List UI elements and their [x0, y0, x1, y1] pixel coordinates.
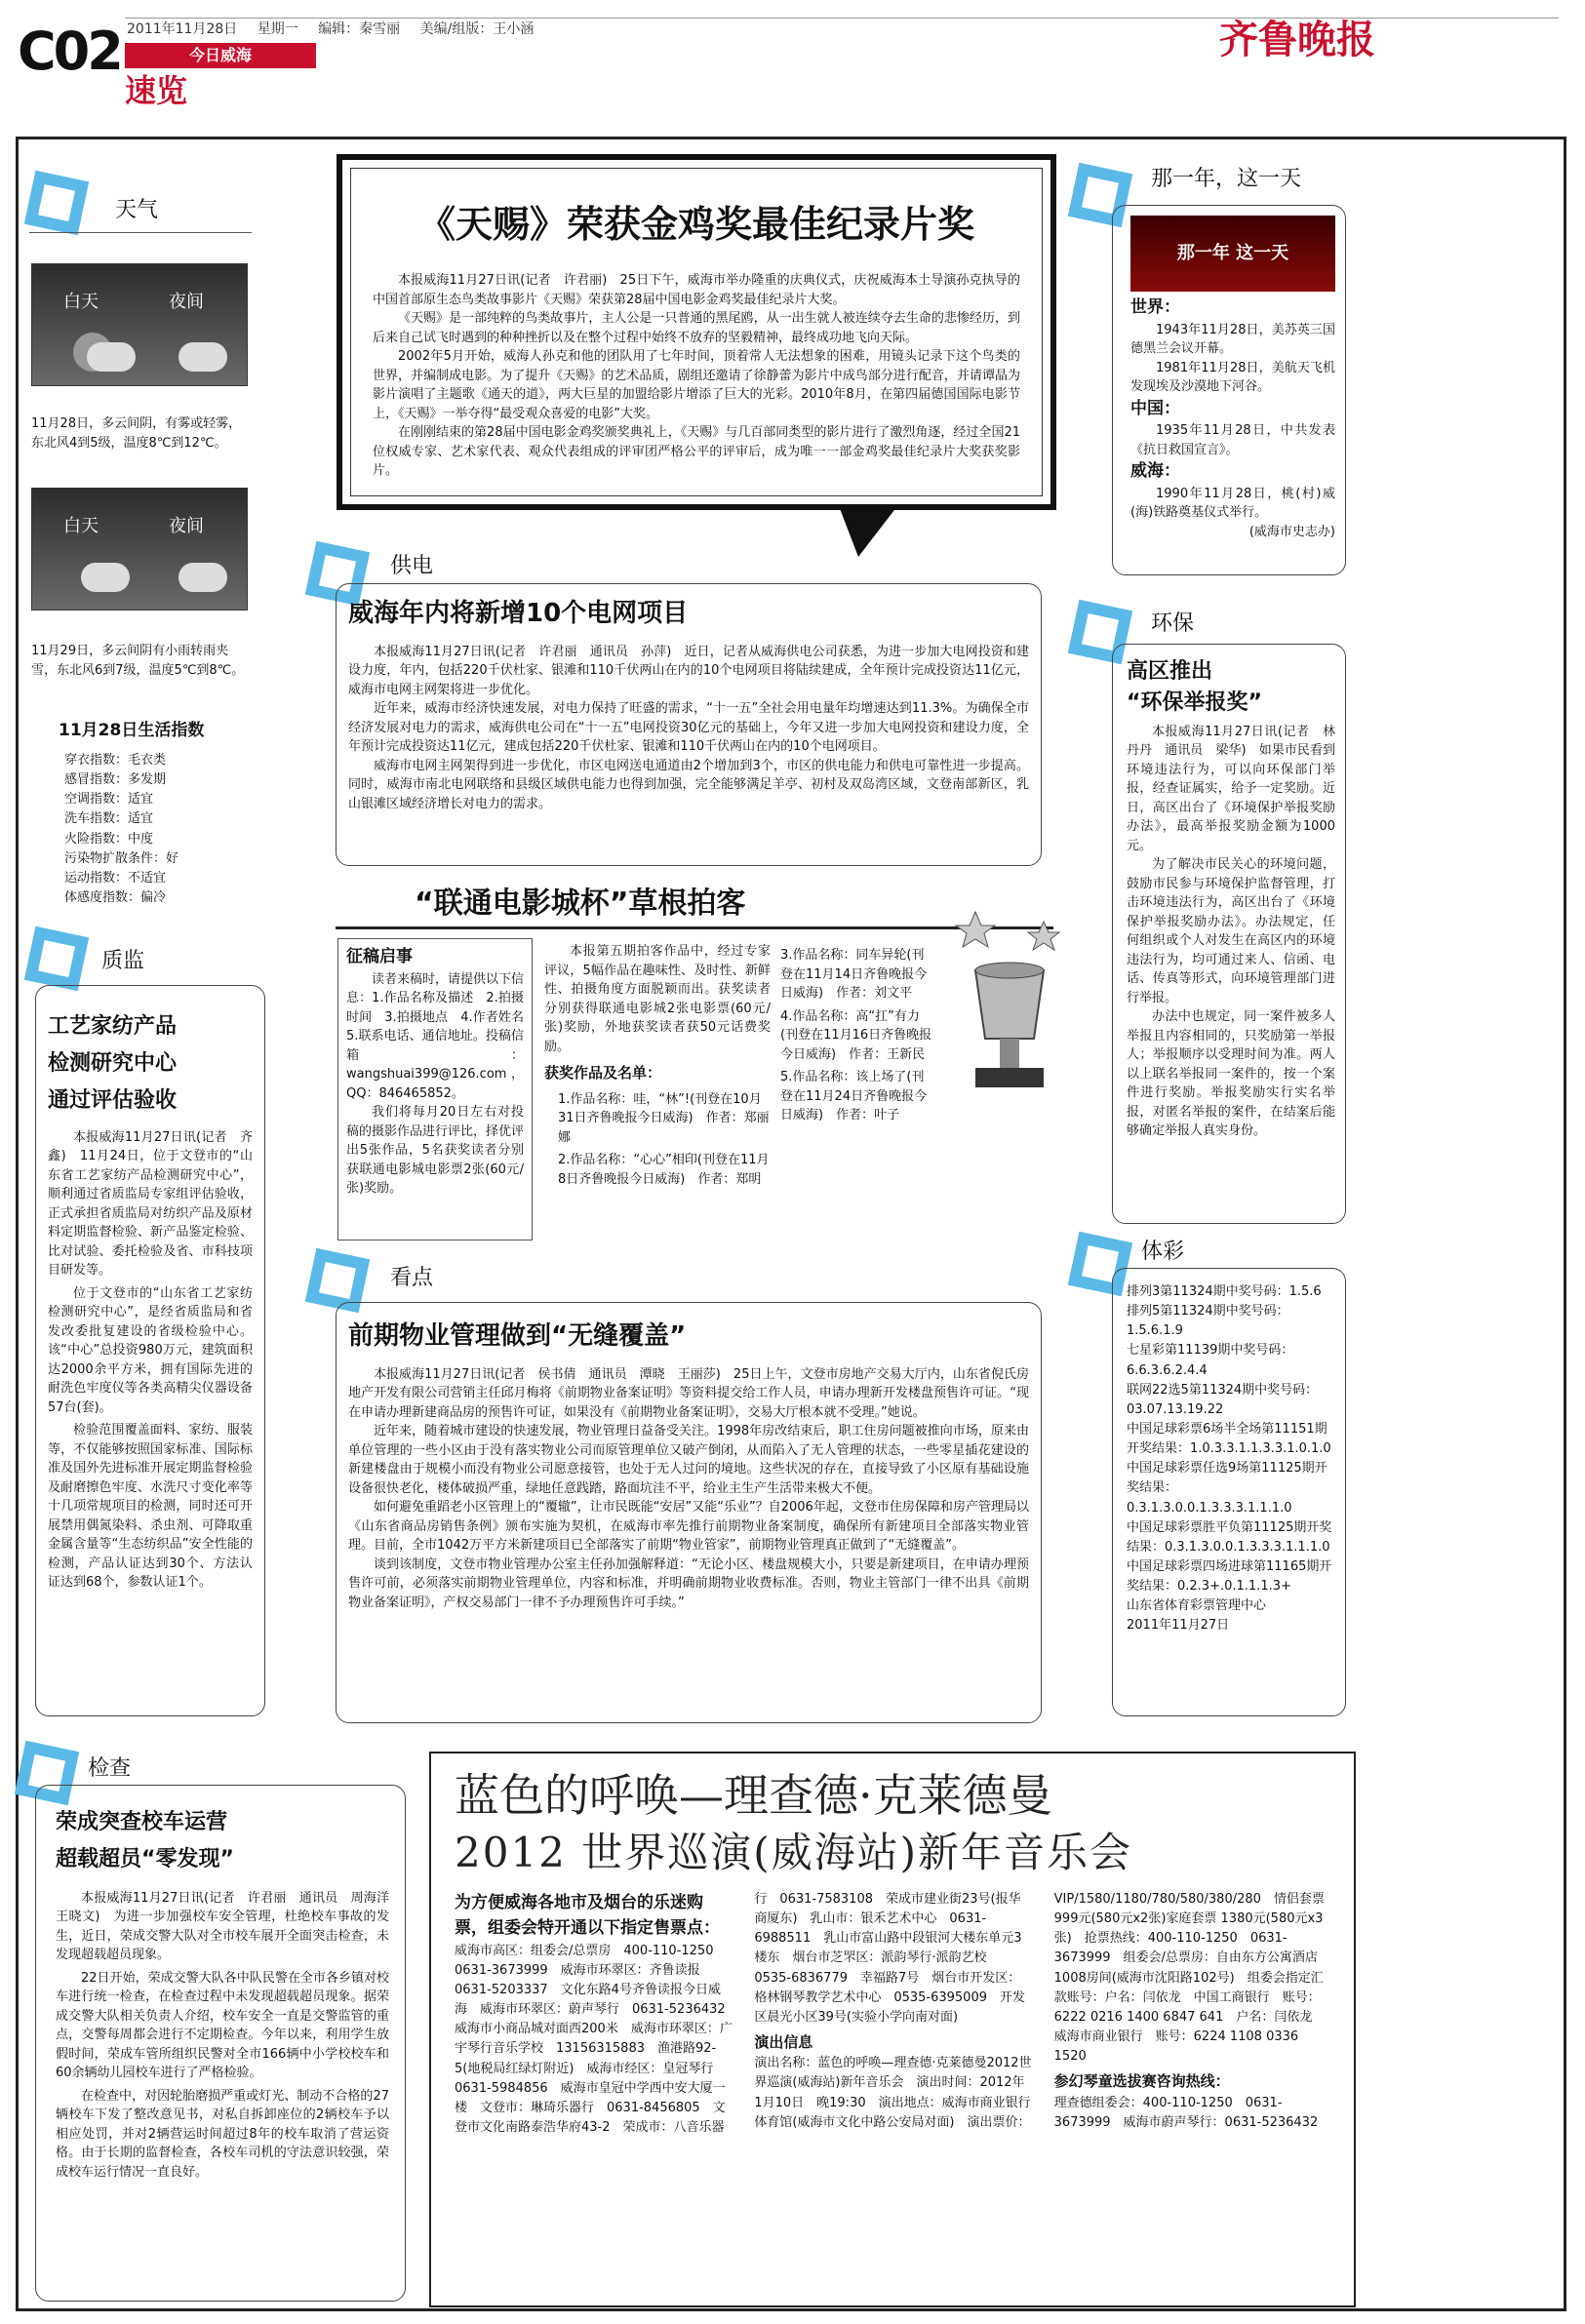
- weihai-label: 威海：: [1130, 461, 1180, 481]
- lottery-section-title: 体彩: [1141, 1240, 1185, 1264]
- feature-paragraph: 本报威海11月27日讯(记者 许君丽) 25日下午，威海市举办隆重的庆典仪式，庆祝威海本土导演孙克执导的中国首部原生态鸟类故事影片《天赐》荣获第28届中国电影金鸡奖最佳纪录片大奖。: [373, 273, 1020, 307]
- winners-title: 获奖作品及名单：: [544, 1064, 662, 1082]
- history-entry: 1990年11月28日，桃(村)威(海)铁路奠基仪式举行。: [1130, 486, 1335, 520]
- section-banner: 今日威海: [125, 43, 316, 68]
- lottery-result: 排列5第11324期中奖号码：1.5.6.1.9: [1127, 1304, 1289, 1339]
- feature-headline: 《天赐》荣获金鸡奖最佳纪录片奖: [417, 203, 974, 246]
- day-label: 白天: [63, 516, 99, 536]
- lottery-result: 中国足球彩票6场半全场第11151期开奖结果：1.0.3.3.1.1.3.3.1.0.1.0: [1127, 1421, 1331, 1457]
- weather-image-today: [31, 263, 248, 386]
- cube-icon: [24, 926, 89, 991]
- show-info: 演出名称：蓝色的呼唤—理查德·克莱德曼2012世界巡演(威海站)新年音乐会 演出时间：2012年1月10日 晚19:30 演出地点：威海市商业银行体育馆(威海市文化中路公安局对面) 演出票价：VIP/1580/1180/780/580/380/280 情侣套票 999元(580元x2张)家庭套票 1380元(580元x3张) 抢票热线：400-110-1250 0631-3673999 组委会/总票房：自由东方公寓酒店1008房间(威海市沈阳路102号) 组委会指定汇款账号：户名：闫依龙 中国工商银行 账号：6222 0216 1400 6847 641 户名：闫依龙 威海市商业银行 账号：6224 1108 0336 1520: [754, 1892, 1326, 2130]
- winner-entry: 5.作品名称：该上场了(刊登在11月24日齐鲁晚报今日威海) 作者：叶子: [780, 1070, 928, 1123]
- contest-intro: 本报第五期拍客作品中，经过专家评议，5幅作品在趣味性、及时性、新鲜性、拍摄角度方面脱颖而出。获奖读者分别获得联通电影城2张电影票(60元/张)奖励，外地获奖读者获50元话费奖励。: [544, 944, 771, 1054]
- contest-headline: “联通电影城杯”草根拍客: [415, 886, 746, 921]
- property-paragraph: 本报威海11月27日讯(记者 侯书倩 通讯员 潭晓 王丽莎) 25日上午，文登市房地产交易大厅内，山东省倪氏房地产开发有限公司营销主任邱月梅将《前期物业备案证明》等资料提交给工作人员，申请办理新开发楼盘预售许可证。“现在申请办理新建商品房的预售许可证，如果没有《前期物业备案证明》，交易大厅根本就不受理。”她说。: [348, 1366, 1029, 1420]
- life-index-item: 空调指数：适宜: [64, 792, 154, 807]
- concert-subtitle: 2012 世界巡演(威海站)新年音乐会: [455, 1829, 1133, 1876]
- world-label: 世界：: [1130, 297, 1180, 317]
- life-index-item: 污染物扩散条件：好: [64, 850, 179, 866]
- trophy-icon: [936, 902, 1083, 1117]
- hotline-title: 参幻琴童选拔赛咨询热线：: [1053, 2072, 1230, 2091]
- env-paragraph: 为了解决市民关心的环境问题，鼓励市民参与环境保护监督管理，打击环境违法行为，高区出台了《环境保护举报奖励办法》。办法规定，任何组织或个人对发生在高区内的环境违法行为，均可通过来人、信函、电话、传真等形式，向环境管理部门进行举报。: [1127, 857, 1335, 1005]
- china-label: 中国：: [1130, 398, 1180, 418]
- winner-entry: 4.作品名称：高“扛”有力(刊登在11月16日齐鲁晚报今日威海) 作者：王新民: [780, 1008, 932, 1062]
- snow-cloud-icon: [178, 563, 227, 592]
- quality-article: [36, 986, 264, 1593]
- lottery-result: 联网22选5第11324期中奖号码：03.07.13.19.22: [1127, 1382, 1319, 1417]
- inspection-section-title: 检查: [88, 1756, 132, 1781]
- history-box: [1112, 205, 1346, 575]
- power-paragraph: 近年来，威海市经济快速发展，对电力保持了旺盛的需求，“十一五”全社会用电量年均增速达到11.3%。为确保全市经济发展对电力的需求，威海供电公司在“十一五”电网投资30亿元的基础上，今年又进一步加大电网投资和建设力度，全年预计完成投资达11亿元，建成包括220千伏杜家、银滩和110千伏两山在内的10个电网项目。: [348, 701, 1029, 755]
- inspection-article-box: [35, 1785, 406, 2302]
- concert-ad-box: [429, 1752, 1356, 2307]
- cloud-icon: [178, 342, 227, 372]
- cloud-icon: [87, 342, 136, 372]
- quality-paragraph: 位于文登市的“山东省工艺家纺检测研究中心”，是经省质监局和省发改委批复建设的省级检验中心。该“中心”总投资980万元，建筑面积达2000余平方米，拥有国际先进的耐洗色牢度仪等各类高精尖仪器设备57台(套)。: [48, 1285, 253, 1415]
- quality-section-title: 质监: [101, 949, 145, 973]
- call-for-entries-box: [337, 938, 537, 1241]
- lottery-list: [1113, 1269, 1345, 1636]
- power-paragraph: 本报威海11月27日讯(记者 许君丽 通讯员 孙萍) 近日，记者从威海供电公司获悉，为进一步加大电网投资和建设力度，年内，包括220千伏杜家、银滩和110千伏两山在内的10个电网项目将陆续建成，全年预计完成投资达11亿元，威海市电网主网架将进一步优化。: [348, 644, 1029, 697]
- quality-article-box: [35, 985, 265, 1716]
- inspection-headline-1: 荣成突查校车运营: [56, 1810, 228, 1834]
- lottery-result: 中国足球彩票任选9场第11125期开奖结果：0.3.1.3.0.0.1.3.3.3.1.1.1.0: [1127, 1461, 1327, 1516]
- contest-intro-column: [544, 942, 771, 1189]
- winner-entry: 1.作品名称：哇，“林”!(刊登在10月31日齐鲁晚报今日威海) 作者：郑丽娜: [558, 1091, 770, 1145]
- day-label: 白天: [63, 292, 99, 312]
- show-info-title: 演出信息: [754, 2032, 813, 2051]
- life-index-item: 火险指数：中度: [64, 831, 154, 847]
- call-for-entries-text: 读者来稿时，请提供以下信息：1.作品名称及描述 2.拍摄时间 3.拍摄地点 4.作者姓名 5.联系电话、通信地址。投稿信箱：wangshuai399@126.com，QQ：846465852。: [346, 971, 537, 1101]
- winner-entry: 3.作品名称：同车异轮(刊登在11月14日齐鲁晚报今日威海) 作者：刘文平: [780, 948, 928, 1001]
- weather-section-title: 天气: [115, 198, 159, 222]
- concert-details: [455, 1890, 1332, 2300]
- speech-tail: [839, 506, 897, 557]
- feature-paragraph: 《天赐》是一部纯粹的鸟类故事片，主人公是一只普通的黑尾鸥，从一出生就人被连续夺去生命的悲惨经历，到后来自己试飞时遇到的种种挫折以及在整个过程中始终不放弃的坚毅精神，最终成功地飞向天际。: [373, 311, 1020, 345]
- lottery-result: 七星彩第11139期中奖号码：6.6.3.6.2.4.4: [1127, 1343, 1294, 1378]
- weather-image-tomorrow: [31, 488, 248, 611]
- inspection-paragraph: 22日开始，荣成交警大队各中队民警在全市各乡镇对校车进行统一检查，在检查过程中未发现超载超员现象。据荣成交警大队相关负责人介绍，校车安全一直是交警监管的重点，交警每周都会进行不定期检查。今年以来，利用学生放假时间，荣成车管所组织民警对全市166辆中小学校校车和60余辆幼儿园校车进行了严格检验。: [56, 1970, 389, 2081]
- quality-headline-1: 工艺家纺产品: [48, 1014, 178, 1039]
- property-article-box: [336, 1302, 1042, 1723]
- history-source: (威海市史志办): [1248, 524, 1335, 539]
- ticket-outlets-lead: 为方便威海各地市及烟台的乐迷购票，组委会特开通以下指定售票点：: [455, 1893, 720, 1939]
- night-label: 夜间: [169, 292, 204, 312]
- power-section-title: 供电: [390, 554, 434, 578]
- feature-paragraph: 2002年5月开始，威海人孙克和他的团队用了七年时间，顶着常人无法想象的困难，用镜头记录下这个鸟类的世界，并编制成电影。为了提升《天赐》的艺术品质，剧组还邀请了徐静蕾为影片中成鸟部分进行配音，并请谭晶为影片演唱了主题歌《通天的道》，两大巨星的加盟给影片增添了巨大的光彩。2010年8月，在第四届德国国际电影节上，《天赐》一举夺得“最受观众喜爱的电影”大奖。: [373, 349, 1020, 421]
- history-section-title: 那一年，这一天: [1151, 167, 1302, 191]
- env-article: [1113, 645, 1345, 1141]
- life-index-item: 体感度指数：偏冷: [64, 889, 167, 905]
- history-banner: 那一年 这一天: [1130, 216, 1335, 292]
- property-headline: 前期物业管理做到“无缝覆盖”: [348, 1321, 687, 1351]
- lottery-result: 中国足球彩票四场进球第11165期开奖结果：0.2.3+.0.1.1.1.3+: [1127, 1558, 1332, 1595]
- lottery-result: 中国足球彩票胜平负第11125期开奖结果：0.3.1.3.0.0.1.3.3.3.1.1.1.0: [1127, 1519, 1332, 1555]
- property-article: [337, 1303, 1041, 1612]
- power-paragraph: 威海市电网主网架得到进一步优化，市区电网送电通道由2个增加到3个，市区的供电能力和供电可靠性进一步提高。同时，威海市南北电网联络和县级区域供电能力也得到加强，完全能够满足羊亭、初村及双岛湾区域，文登南部新区，乳山银滩区域经济增长对电力的需求。: [348, 758, 1029, 811]
- contest-winners-column: [780, 942, 936, 1125]
- ticket-outlets: 威海市高区：组委会/总票房 400-110-1250 0631-3673999 威海市环翠区：齐鲁读报 0631-5203337 文化东路4号齐鲁读报今日威海 威海市环翠区：蔚声琴行 0631-5236432 威海市小商品城对面西200米 威海市环翠区：广宇琴行音乐学校 13156315883 渔港路92-5(地税局红绿灯附近) 威海市经区：皇冠琴行 0631-5984856 威海市皇冠中学西中安大厦一楼 文登市：琳琦乐器行 0631-8456805 文登市文化南路泰浩华府43-2 荣成市：八音乐器行 0631-7583108 荣成市建业街23号(报华商厦东) 乳山市：银禾艺术中心 0631-6988511 乳山市富山路中段银河大楼东单元3楼东 烟台市芝罘区：派韵琴行·派韵艺校 0535-6836779 幸福路7号 烟台市开发区：格林钢琴教学艺术中心 0535-6395009 开发区晨光小区39号(实验小学向南对面): [455, 1892, 1026, 2135]
- quality-paragraph: 检验范围覆盖面料、家纺、服装等，不仅能够按照国家标准、国际标准及国外先进标准开展定期监督检验及耐磨擦色牢度、水洗尺寸变化率等十几项常规项目的检测，同时还可开展禁用偶氮染料、杀虫剂、可降取重金属含量等“生态纺织品”安全性能的检测，产品认证达到30个、方法认证达到68个，参数认证1个。: [48, 1423, 253, 1591]
- lottery-box: [1112, 1268, 1346, 1716]
- divider: [29, 232, 252, 233]
- env-paragraph: 办法中也规定，同一案件被多人举报且内容相同的，只奖励第一举报人；举报顺序以受理时间为准。两人以上联名举报同一案件的，按一个案件进行奖励。举报奖励实行实名举报，对匿名举报的案件，在结案后能够确定举报人真实身份。: [1127, 1009, 1335, 1139]
- feature-box: [337, 154, 1056, 510]
- quality-paragraph: 本报威海11月27日讯(记者 齐鑫) 11月24日，位于文登市的“山东省工艺家纺产品检测研究中心”，顺利通过省质监局专家组评估验收，正式承担省质监局对纺织产品及原材料定期监督检验、新产品鉴定检验、比对试验、委托检验及省、市科技项目研发等。: [48, 1129, 253, 1279]
- night-label: 夜间: [169, 516, 204, 536]
- inspection-headline-2: 超载超员“零发现”: [56, 1846, 234, 1871]
- power-headline: 威海年内将新增10个电网项目: [348, 599, 689, 628]
- env-paragraph: 本报威海11月27日讯(记者 林丹丹 通讯员 梁华) 如果市民看到环境违法行为，可以向环保部门举报，经查证属实，给予一定奖励。近日，高区出台了《环境保护举报奖励办法》，最高举报奖励金额为1000元。: [1127, 724, 1335, 853]
- winner-entry: 2.作品名称：“心心”相印(刊登在11月8日齐鲁晚报今日威海) 作者：郑明: [558, 1153, 770, 1187]
- env-headline-1: 高区推出: [1127, 659, 1213, 684]
- property-paragraph: 如何避免重蹈老小区管理上的“覆辙”，让市民既能“安居”又能“乐业”？自2006年起，文登市住房保障和房产管理局以《山东省商品房销售条例》颁布实施为契机，在威海市率先推行前期物业备案制度，确保所有新建项目全部落实物业管理。目前，全市1042万平方米新建项目已全部落实了前期“物业管家”，前期物业管理真正做到了“无缝覆盖”。: [348, 1500, 1029, 1554]
- weather-tomorrow-text: 11月29日，多云间阴有小雨转雨夹雪，东北风6到7级，温度5℃到8℃。: [31, 644, 245, 678]
- history-content: [1113, 292, 1345, 541]
- concert-title: 蓝色的呼唤—理查德·克莱德曼: [455, 1769, 1052, 1822]
- quality-headline-3: 通过评估验收: [48, 1087, 178, 1113]
- lottery-source: 山东省体育彩票管理中心: [1127, 1598, 1267, 1614]
- life-index-title: 11月28日生活指数: [59, 721, 205, 740]
- call-for-entries-title: 征稿启事: [346, 947, 413, 966]
- rain-cloud-icon: [81, 563, 130, 592]
- hotline: 理查德组委会：400-110-1250 0631-3673999 威海市蔚声琴行：0631-5236432: [1053, 2095, 1319, 2130]
- inspection-paragraph: 在检查中，对因轮胎磨损严重或灯光、制动不合格的27辆校车下发了整改意见书，对私自拆卸座位的2辆校车予以相应处罚，并对2辆营运时间超过8年的校车取消了营运资格。由于长期的监督检查，各校车司机的守法意识较强，荣成校车运行情况一直良好。: [56, 2088, 389, 2180]
- env-headline-2: “环保举报奖”: [1127, 689, 1262, 715]
- power-article: [337, 584, 1041, 813]
- lottery-result: 排列3第11324期中奖号码：1.5.6: [1127, 1284, 1322, 1299]
- newspaper-logo: 齐鲁晚报: [1219, 17, 1375, 62]
- life-index-item: 运动指数：不适宜: [64, 870, 167, 886]
- life-index-item: 洗车指数：适宜: [64, 811, 154, 827]
- feature-paragraph: 在刚刚结束的第28届中国电影金鸡奖颁奖典礼上，《天赐》与几百部同类型的影片进行了激烈角逐，经过全国21位权威专家、艺术家代表、观众代表组成的评审团严格公平的评审后，成为唯一一部金鸡奖最佳纪录片大奖获奖影片。: [373, 425, 1020, 479]
- history-entry: 1943年11月28日，美苏英三国德黑兰会议开幕。: [1130, 322, 1335, 356]
- cube-icon: [24, 171, 89, 235]
- editor: 编辑：秦雪丽: [318, 21, 401, 37]
- power-article-box: [336, 583, 1042, 866]
- feature-article: [350, 168, 1043, 496]
- designer: 美编/组版：王小涵: [419, 21, 535, 37]
- history-entry: 1981年11月28日，美航天飞机发现埃及沙漠地下河谷。: [1130, 360, 1335, 394]
- page-number: C02: [18, 20, 121, 82]
- issue-date: 2011年11月28日: [127, 21, 238, 37]
- property-paragraph: 近年来，随着城市建设的快速发展，物业管理日益备受关注。1998年房改结束后，职工住房问题被推向市场，原来由单位管理的一些小区由于没有落实物业公司而原管理单位又破产倒闭，从而陷入了无人管理的状态，一些零星插花建设的新建楼盘由于规模小而没有物业公司愿意接管，也处于无人过问的境地。这些状况的存在，直接导致了小区原有基础设施设备很快老化，楼体破损严重，绿地任意践踏，路面坑洼不平，给业主生产生活带来极大不便。: [348, 1424, 1029, 1496]
- inspection-article: [36, 1786, 405, 2182]
- call-for-entries-rules: 我们将每月20日左右对投稿的摄影作品进行评比，择优评出5张作品，5名获奖读者分别获联通电影城电影票2张(60元/张)奖励。: [346, 1105, 525, 1196]
- weather-today-text: 11月28日，多云间阴，有雾或轻雾，东北风4到5级，温度8℃到12℃。: [31, 416, 242, 451]
- quality-headline-2: 检测研究中心: [48, 1050, 178, 1076]
- header-meta: [127, 20, 549, 39]
- lottery-date: 2011年11月27日: [1127, 1618, 1230, 1634]
- inspection-paragraph: 本报威海11月27日讯(记者 许君丽 通讯员 周海洋 王晓文) 为进一步加强校车安全管理，杜绝校车事故的发生，近日，荣成交警大队对全市校车展开全面突击检查，未发现超载超员现象。: [56, 1890, 403, 1963]
- env-section-title: 环保: [1151, 611, 1195, 636]
- env-article-box: [1112, 644, 1346, 1224]
- life-index-item: 穿衣指数：毛衣类: [64, 753, 167, 768]
- life-index-item: 感冒指数：多发期: [64, 772, 167, 788]
- section-name: 速览: [125, 72, 188, 109]
- history-entry: 1935年11月28日，中共发表《抗日救国宣言》。: [1130, 423, 1335, 457]
- life-index-list: [64, 751, 250, 908]
- weekday: 星期一: [257, 21, 298, 37]
- property-paragraph: 谈到该制度，文登市物业管理办公室主任孙加强解释道：“无论小区、楼盘规模大小，只要是新建项目，在申请办理预售许可前，必须落实前期物业管理单位，内容和标准，并明确前期物业收费标准。否则，物业主管部门一律不出具《前期物业备案证明》，产权交易部门一律不予办理预售许可手续。”: [348, 1556, 1029, 1610]
- property-section-title: 看点: [390, 1266, 434, 1290]
